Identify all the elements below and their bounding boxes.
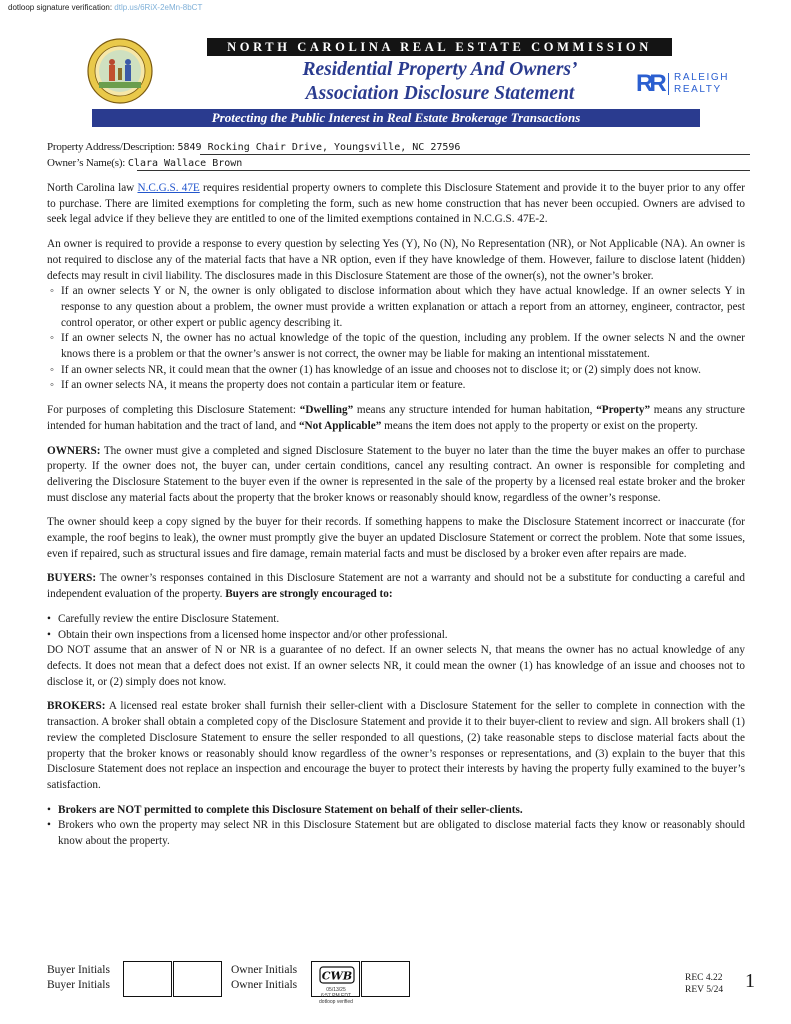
- intro-paragraph: North Carolina law N.C.G.S. 47E requires residential property owners to complete this Disclosure Statement and provide it to the buyer prior to any offer to purchase. There are limited exemptions for completing the form, such as new home construction that has never been occupied. Owners are advised to seek legal advice if they believe they are entitled to one of the limited exemptions contained in N.C.G.S. 47E-2.: [47, 182, 745, 226]
- list-item: • Brokers who own the property may select NR in this Disclosure Statement but are obligated to disclose material facts they know or reasonably should know about the property.: [47, 818, 745, 849]
- list-item: • Carefully review the entire Disclosure Statement.: [47, 612, 745, 628]
- brokers-list: [47, 803, 745, 850]
- form-revision: REC 4.22 REV 5/24: [685, 973, 724, 995]
- commission-banner: NORTH CAROLINA REAL ESTATE COMMISSION: [207, 38, 672, 56]
- response-paragraph: An owner is required to provide a response to every question by selecting Yes (Y), No (N), No Representation (NR), or Not Applicable (NA). An owner is not required to disclose any of the material facts that have a NR option, even if they have knowledge of them. However, failure to disclose latent (hidden) defects may result in civil liability. The disclosures made in this Disclosure Statement are those of the owner(s), not the owner’s broker.: [47, 238, 745, 282]
- disclosure-body: [47, 181, 745, 850]
- title-line-2: Association Disclosure Statement: [305, 83, 575, 104]
- buyers-note: DO NOT assume that an answer of N or NR is a guarantee of no defect. If an owner selects N, that means the owner has no actual knowledge of any defects. It does not mean that a defect does not exist. If an owner selects NR, it could mean the owner (1) has knowledge of an issue and chooses not to disclose it, or (2) simply does not know.: [47, 644, 745, 688]
- brokers-section: [47, 699, 745, 849]
- response-options-list: [47, 284, 745, 394]
- ncgs-47e-link[interactable]: N.C.G.S. 47E: [137, 182, 200, 194]
- page-title: [205, 58, 675, 106]
- property-address-value[interactable]: 5849 Rocking Chair Drive, Youngsville, NC 27596: [177, 142, 461, 153]
- logo-name-line-2: REALTY: [674, 84, 722, 95]
- owner-name-underline: [137, 170, 750, 171]
- nc-seal-icon: [87, 38, 153, 104]
- owner-initials-box-2[interactable]: [361, 961, 410, 997]
- signature-timestamp: 05/13/25 6:57 PM EDT dotloop verified: [319, 987, 353, 1005]
- title-line-1: Residential Property And Owners’: [302, 59, 578, 80]
- list-item: ◦ If an owner selects N, the owner has no actual knowledge of the topic of the question, including any problem. If the owner selects N and the owner knows there is a problem or that the owner’s answer is not correct, the owner may be liable for making an intentional misstatement.: [50, 331, 745, 362]
- buyer-initials-label: Buyer Initials: [47, 964, 110, 976]
- tagline-banner: Protecting the Public Interest in Real Estate Brokerage Transactions: [92, 109, 700, 127]
- property-address-underline: [200, 154, 750, 155]
- owner-initials-label: Owner Initials: [231, 979, 298, 991]
- buyers-section: [47, 571, 745, 690]
- list-item: ◦ If an owner selects Y or N, the owner is only obligated to disclose information about which they have actual knowledge. If an owner selects Y in response to any question about a problem, the owner must provide a written explanation or attach a report from an attorney, engineer, contractor, pest control operator, or other expert or public agency describing it.: [50, 284, 745, 331]
- buyers-list: [47, 612, 745, 643]
- raleigh-realty-logo: [636, 70, 746, 100]
- list-item: ◦ If an owner selects NA, it means the property does not contain a particular item or feature.: [50, 378, 745, 394]
- logo-name-line-1: RALEIGH: [674, 72, 730, 83]
- property-address-label: Property Address/Description:: [47, 141, 175, 153]
- verification-link[interactable]: dtlp.us/6RiX-2eMn-8bCT: [114, 3, 203, 12]
- definitions-paragraph: For purposes of completing this Disclosure Statement: “Dwelling” means any structure intended for human habitation, “Property” means any structure intended for human habitation and the tract of land, and “Not Applicable” means the item does not apply to the property or exist on the property.: [47, 404, 746, 432]
- buyer-initials-label: Buyer Initials: [47, 979, 110, 991]
- owner-name-value[interactable]: Clara Wallace Brown: [127, 158, 243, 169]
- brokers-paragraph: BROKERS: A licensed real estate broker shall furnish their seller-client with a Disclosure Statement for the seller to complete in connection with the transaction. A broker shall obtain a completed copy of the Disclosure Statement and provide it to their buyer-client to review and sign. All brokers shall (1) review the completed Disclosure Statement to ensure the seller responded to all questions, (2) take reasonable steps to disclose material facts about the property that the broker knows or reasonably should know regardless of the owner’s responses or representations, and (3) explain to the buyer that this Disclosure Statement does not replace an inspection and encourage the buyer to protect their interests by having the property fully examined to the buyer’s satisfaction.: [47, 700, 745, 791]
- buyer-initials-box-1[interactable]: [123, 961, 172, 997]
- logo-divider: [668, 73, 669, 95]
- owner-name-label: Owner’s Name(s):: [47, 157, 126, 169]
- buyer-initials-box-2[interactable]: [173, 961, 222, 997]
- page-number: 1: [745, 970, 755, 992]
- owner-initials-label: Owner Initials: [231, 964, 298, 976]
- list-item: • Brokers are NOT permitted to complete this Disclosure Statement on behalf of their seller-clients.: [47, 803, 745, 819]
- logo-name: [674, 72, 729, 96]
- logo-mark: RR: [636, 70, 663, 97]
- signature-verification: [8, 3, 202, 12]
- owner-copy-paragraph: The owner should keep a copy signed by the buyer for their records. If something happens to make the Disclosure Statement incorrect or inaccurate (for example, the roof begins to leak), the owner must promptly give the buyer an updated Disclosure Statement or correct the problem. Note that some issues, even if repaired, such as structural issues and fire damage, remain material facts and must be disclosed by a broker even after repairs are made.: [47, 516, 745, 560]
- list-item: ◦ If an owner selects NR, it could mean that the owner (1) has knowledge of an issue and chooses not to disclose it; or (2) simply does not know.: [50, 363, 745, 379]
- list-item: • Obtain their own inspections from a licensed home inspector and/or other professional.: [47, 628, 745, 644]
- owner-name-field[interactable]: [47, 156, 242, 171]
- owners-paragraph: OWNERS: The owner must give a completed and signed Disclosure Statement to the buyer no later than the time the buyer makes an offer to purchase property. If the owner does not, the buyer can, under certain conditions, cancel any resulting contract. An owner is responsible for completing and delivering the Disclosure Statement to the buyer even if the owner is represented in the sale of the property by a licensed real estate broker and the broker must disclose any material facts about the property that the broker knows or reasonably should know, regardless of the owner’s response.: [47, 444, 745, 504]
- verification-label: dotloop signature verification:: [8, 3, 113, 12]
- property-address-field[interactable]: [47, 140, 460, 155]
- buyers-paragraph: BUYERS: The owner’s responses contained in this Disclosure Statement are not a warranty and should not be a substitute for conducting a careful and independent evaluation of the property. Buyers are strongly encouraged to:: [47, 572, 745, 601]
- initials-footer: [0, 960, 791, 1020]
- signature-initials-text: CWB: [321, 969, 353, 983]
